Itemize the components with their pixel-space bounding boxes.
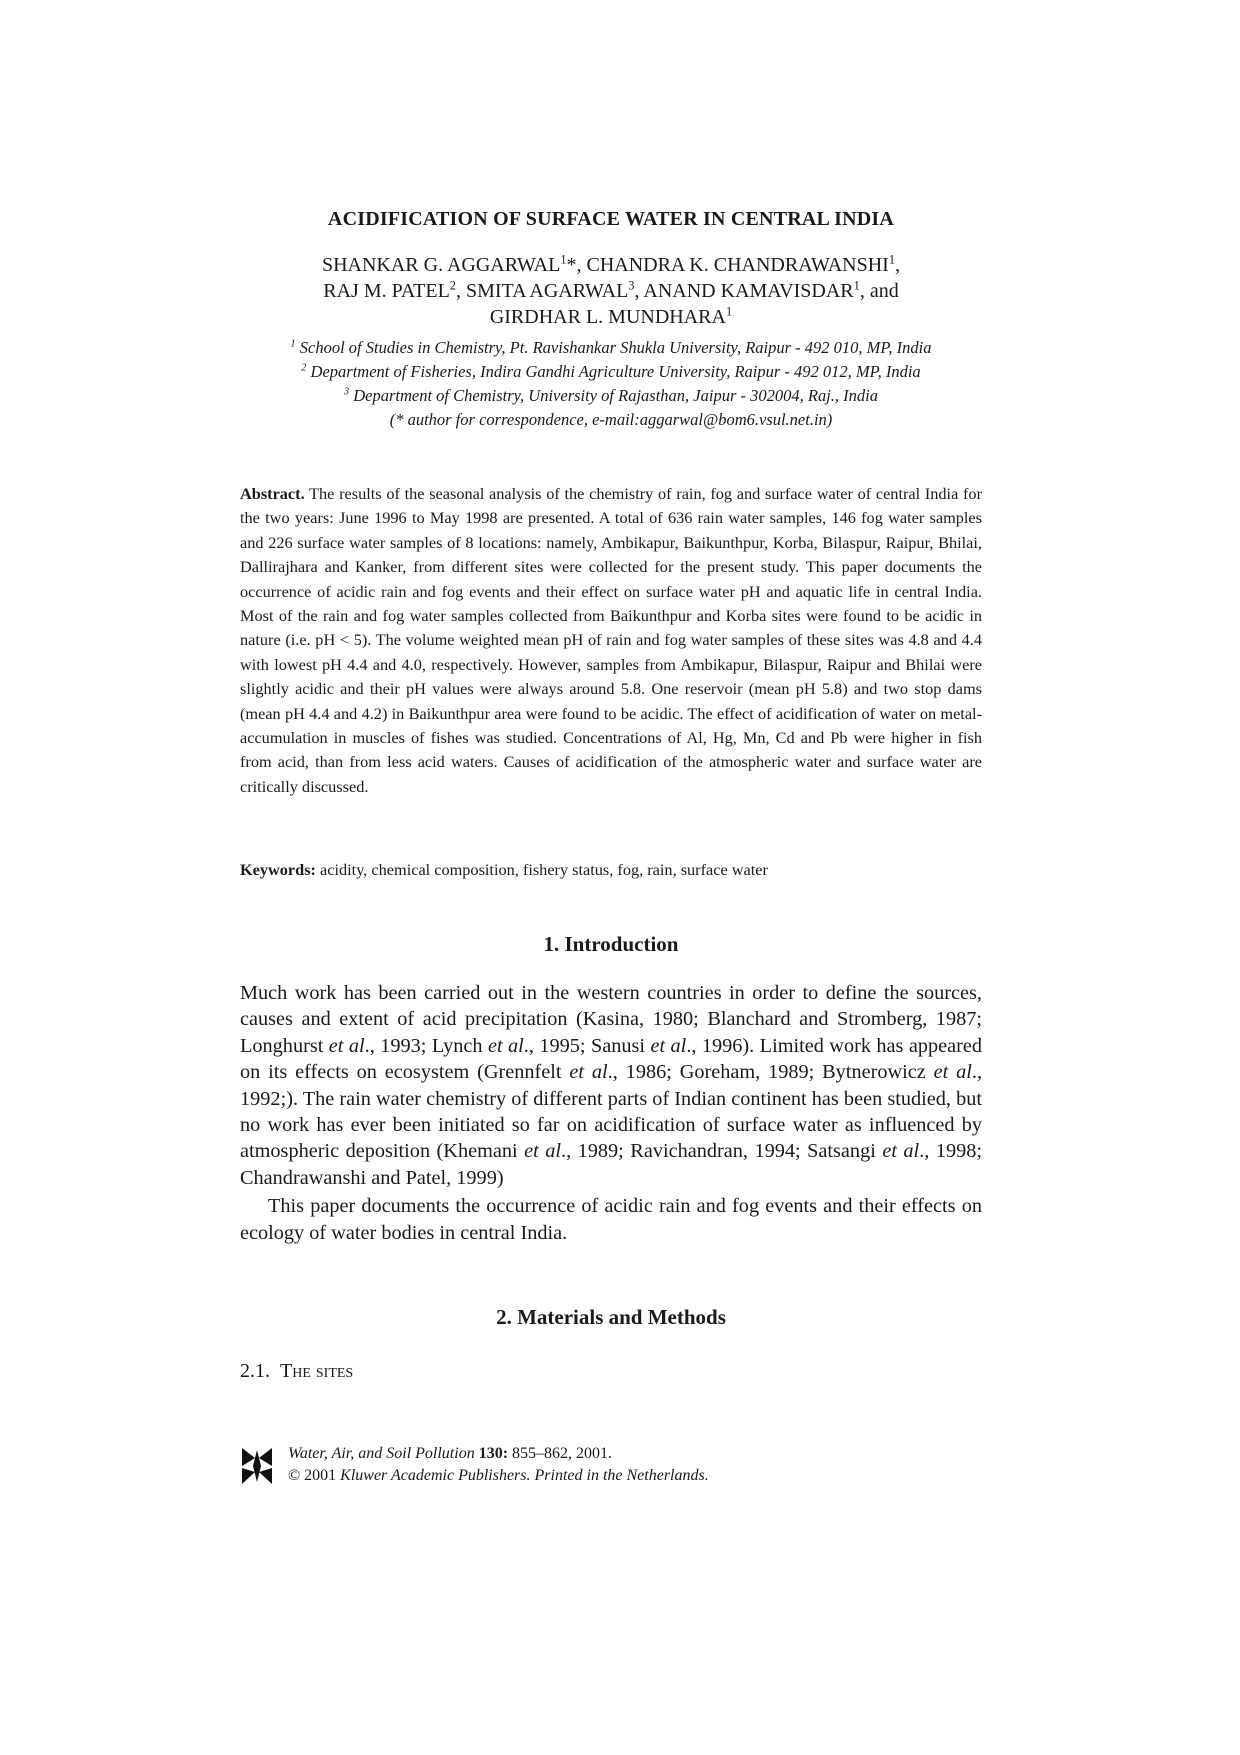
publisher-name: Kluwer Academic Publishers. Printed in the Netherlands. [340,1467,709,1484]
copyright-line [288,1465,709,1487]
journal-name: Water, Air, and Soil Pollution [288,1445,475,1462]
affiliation-item [240,384,982,408]
introduction-text-run: ., 1992;). The rain water chemistry of different parts of Indian continent has been studied, but no work has ever been initiated so far on acidification of surface water as influenced by atmospheric deposition (Khemani [240,1061,983,1163]
affiliation-list [240,336,982,432]
citation-et-al: et al [487,1034,524,1057]
introduction-text-run: ., 1998; Chandrawanshi and Patel, 1999) [240,1140,983,1189]
section-heading-introduction: 1. Introduction [543,932,679,956]
author-affil-marker: 1 [725,304,733,319]
journal-pages: 855–862, 2001. [512,1445,613,1462]
author-name: ANAND KAMAVISDAR [643,280,854,302]
journal-line [288,1443,709,1465]
introduction-paragraph [240,980,982,1191]
author-affil-marker: 1 [888,252,896,267]
abstract-label: Abstract. [240,484,305,503]
abstract [240,482,982,799]
affiliation-item [240,360,982,384]
author-separator: , and [859,280,899,302]
citation-et-al: et al [882,1140,920,1163]
journal-volume: 130: [478,1445,509,1462]
author-line-3 [240,304,982,330]
author-affil-marker: 1 [560,252,567,267]
keywords-label: Keywords: [240,860,316,879]
paper-title: ACIDIFICATION OF SURFACE WATER IN CENTRAL INDIA [327,208,895,230]
journal-footer [240,1443,982,1503]
author-affil-marker: 1 [853,278,860,293]
keywords [240,858,982,882]
kluwer-logo-icon [240,1446,274,1486]
affiliation-marker: 2 [301,362,307,374]
author-name: CHANDRA K. CHANDRAWANSHI [586,254,889,276]
citation-et-al: et al [328,1034,365,1057]
journal-citation [288,1443,709,1487]
affiliation-text: School of Studies in Chemistry, Pt. Ravishankar Shukla University, Raipur - 492 010, MP, India [299,338,932,357]
citation-et-al: et al [933,1061,972,1084]
author-list [240,252,982,330]
introduction-text-run: ., 1995; Sanusi [523,1034,651,1057]
introduction-text-run: ., 1989; Ravichandran, 1994; Satsangi [561,1140,883,1163]
introduction-text-run: ., 1993; Lynch [364,1034,488,1057]
subsection-number: 2.1. [240,1360,270,1382]
author-name: RAJ M. PATEL [323,280,450,302]
introduction-paragraph: This paper documents the occurrence of acidic rain and fog events and their effects on ecology of water bodies in central India. [240,1195,982,1244]
section-heading-methods: 2. Materials and Methods [496,1305,726,1329]
citation-et-al: et al [650,1034,687,1057]
affiliation-text: Department of Fisheries, Indira Gandhi Agriculture University, Raipur - 492 012, MP, India [310,362,921,381]
abstract-text: The results of the seasonal analysis of the chemistry of rain, fog and surface water of central India for the two years: June 1996 to May 1998 are presented. A total of 636 rain water samples, 146 fog water samples and 226 surface water samples of 8 locations: namely, Ambikapur, Baikunthpur, Korba, Bilaspur, Raipur, Bhilai, Dallirajhara and Kanker, from different sites were collected for the present study. This paper documents the occurrence of acidic rain and fog events and their effect on surface water pH and aquatic life in central India. Most of the rain and fog water samples collected from Baikunthpur and Korba sites were found to be acidic in nature (i.e. pH < 5). The volume weighted mean pH of rain and fog water samples of these sites was 4.8 and 4.4 with lowest pH 4.4 and 4.0, respectively. However, samples from Ambikapur, Bilaspur, Raipur and Bhilai were slightly acidic and their pH values were always around 5.8. One reservoir (mean pH 5.8) and two stop dams (mean pH 4.4 and 4.2) in Baikunthpur area were found to be acidic. The effect of acidification of water on metal-accumulation in muscles of fishes was studied. Concentrations of Al, Hg, Mn, Cd and Pb were higher in fish from acid, than from less acid waters. Causes of acidification of the atmospheric water and surface water are critically discussed. [240,484,982,796]
introduction-text-run: ., 1996). Limited work has appeared on its effects on ecosystem (Grennfelt [240,1034,983,1084]
affiliation-text: Department of Chemistry, University of Rajasthan, Jaipur - 302004, Raj., India [353,386,878,405]
citation-et-al: et al [524,1140,562,1163]
copyright-year: © 2001 [288,1467,337,1484]
introduction-body [240,980,982,1246]
affiliation-marker: 1 [290,338,296,350]
paper-page [240,0,982,1755]
introduction-text-run: ., 1986; Goreham, 1989; Bytnerowicz [607,1061,934,1084]
subsection-heading-sites [240,1360,353,1383]
author-separator: , [895,254,901,276]
subsection-title: The sites [280,1360,354,1382]
author-line-1 [240,252,982,278]
author-name: SHANKAR G. AGGARWAL [321,254,561,276]
author-affil-marker: 3 [628,278,635,293]
author-separator: *, [566,254,587,276]
citation-et-al: et al [569,1061,608,1084]
author-separator: , [455,280,466,302]
keywords-text: acidity, chemical composition, fishery status, fog, rain, surface water [320,860,768,879]
author-separator: , [634,280,644,302]
author-name: SMITA AGARWAL [465,280,629,302]
correspondence-note: (* author for correspondence, e-mail:aggarwal@bom6.vsul.net.in) [389,410,833,429]
affiliation-item [240,336,982,360]
author-name: GIRDHAR L. MUNDHARA [489,306,726,328]
introduction-text-run: Much work has been carried out in the western countries in order to define the sources, causes and extent of acid precipitation (Kasina, 1980; Blanchard and Stromberg, 1987; Longhurst [240,982,982,1057]
author-line-2 [240,278,982,304]
affiliation-marker: 3 [344,386,350,398]
author-affil-marker: 2 [449,278,456,293]
